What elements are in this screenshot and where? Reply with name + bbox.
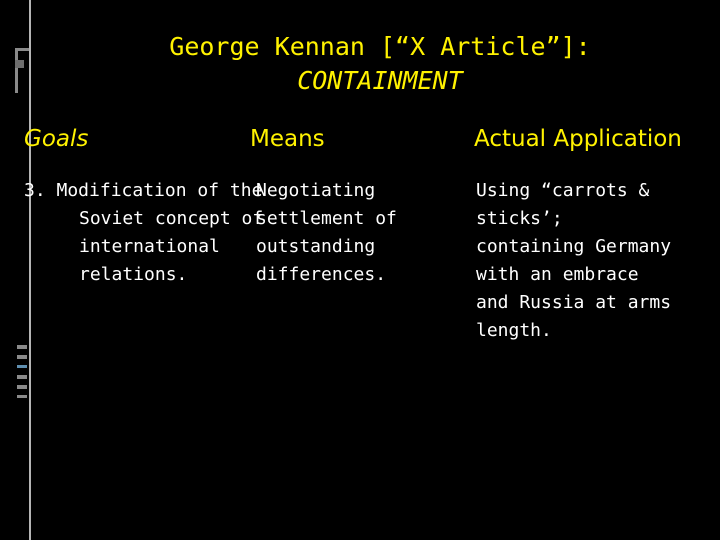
slide-title <box>80 30 680 98</box>
accent-bar <box>15 60 24 68</box>
column-body-actual-application: Using “carrots & sticks’; containing Germany with an embrace and Russia at arms length. <box>476 180 672 341</box>
accent-bar <box>17 355 27 359</box>
column-heading-means: Means <box>250 126 325 152</box>
column-heading-actual-application: Actual Application <box>474 126 682 152</box>
accent-bar <box>17 375 27 379</box>
column-heading-goals: Goals <box>24 126 89 152</box>
accent-bar <box>17 365 27 368</box>
title-line-1: George Kennan [“X Article”]: <box>169 32 591 61</box>
column-body-goals: 3. Modification of the Soviet concept of international relations. <box>24 180 264 285</box>
column-body-means: Negotiating settlement of outstanding differences. <box>256 180 397 285</box>
accent-bar <box>17 395 27 398</box>
accent-bar <box>17 385 27 389</box>
accent-bar <box>15 48 18 93</box>
accent-bar <box>17 345 27 349</box>
title-line-2: CONTAINMENT <box>297 66 463 95</box>
